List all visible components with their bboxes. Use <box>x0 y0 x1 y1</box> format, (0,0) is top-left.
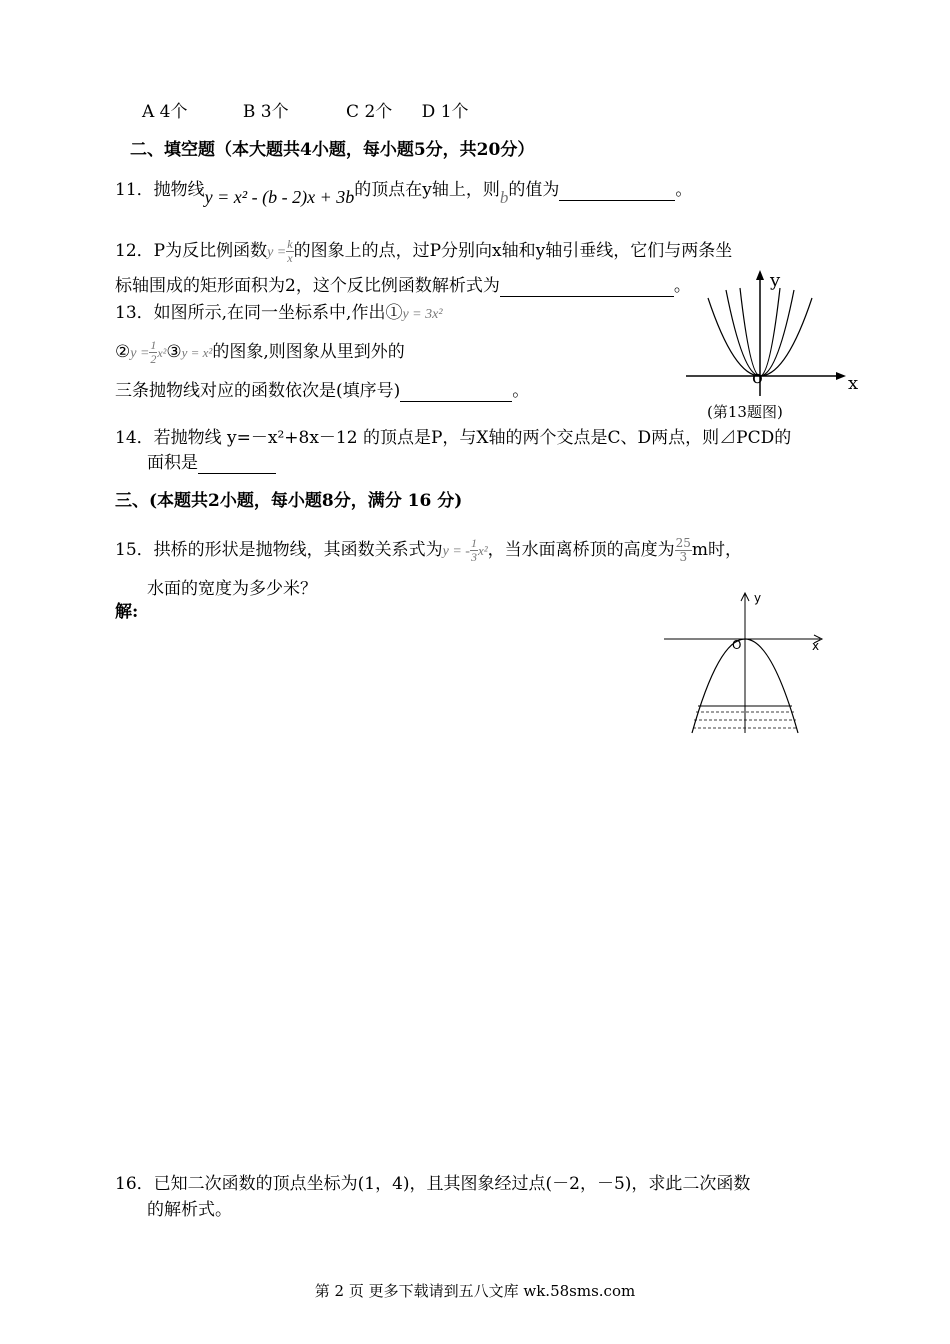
q14-line2-text: 面积是 <box>147 453 198 473</box>
q15-solve-label: 解: <box>115 602 139 622</box>
option-c: C 2个 <box>346 102 393 122</box>
q14-answer-blank[interactable] <box>198 455 276 474</box>
y-axis-arrow <box>756 270 764 280</box>
answer-options <box>142 101 469 123</box>
q13-formula-3: y = x² <box>181 345 213 360</box>
q13-formula-1: y = 3x² <box>402 307 443 322</box>
q13-line3-text: 三条抛物线对应的函数依次是(填序号) <box>115 381 401 401</box>
question-13 <box>115 302 443 326</box>
q13-fig-caption: (第13题图) <box>707 403 783 421</box>
option-a: A 4个 <box>142 102 188 122</box>
q15-fig-x-label: x <box>812 639 820 653</box>
x-axis-arrow <box>836 372 846 380</box>
question-14: 14．若抛物线 y=－x²+8x－12 的顶点是P，与X轴的两个交点是C、D两点，则⊿PCD的 <box>115 428 792 448</box>
q15-fig-y-label: y <box>754 591 762 605</box>
q15-fig-origin-label: O <box>732 638 742 652</box>
q13-formula-2-lhs: y = <box>130 346 150 361</box>
section-heading-solve: 三、(本题共2小题，每小题8分，满分 16 分) <box>115 491 463 511</box>
q11-answer-blank[interactable] <box>559 182 675 201</box>
q11-text-2: 的顶点在y轴上，则 <box>354 180 500 200</box>
question-13-line2 <box>115 339 405 366</box>
q13-fig-origin-label: o <box>752 367 763 388</box>
q11-formula: y = x² - (b - 2)x + 3b <box>204 187 355 207</box>
q15-den: 3 <box>470 550 477 564</box>
q13-answer-blank[interactable] <box>400 383 512 402</box>
question-11 <box>115 178 693 207</box>
q13-den: 2 <box>150 352 157 366</box>
q13-fig-x-label: x <box>848 373 859 394</box>
q13-text-2: 的图象,则图象从里到外的 <box>212 342 405 362</box>
option-d: D 1个 <box>421 102 469 122</box>
q15-height-den: 3 <box>679 550 688 564</box>
q15-text-2: ，当水面离桥顶的高度为 <box>487 540 675 560</box>
question-14-line2 <box>147 452 276 474</box>
q12-fraction <box>286 238 293 265</box>
q13-fig-y-label: y <box>770 270 781 291</box>
q13-text: 13．如图所示,在同一坐标系中,作出① <box>115 303 403 323</box>
q12-line2-text: 标轴围成的矩形面积为2，这个反比例函数解析式为 <box>115 276 500 296</box>
q11-var-b: b <box>499 188 509 207</box>
option-b: B 3个 <box>242 102 289 122</box>
question-13-line3 <box>115 380 529 402</box>
q12-answer-blank[interactable] <box>500 278 674 297</box>
q15-figure-arch-bridge <box>660 590 835 735</box>
q15-text-3: m时， <box>691 540 743 560</box>
question-16: 16．已知二次函数的顶点坐标为(1，4)，且其图象经过点(－2，－5)，求此二次函数 <box>115 1174 751 1194</box>
q15-formula-lhs: y = - <box>442 544 470 559</box>
q13-num: 1 <box>150 338 157 352</box>
page-footer: 第 2 页 更多下载请到五八文库 wk.58sms.com <box>314 1282 636 1300</box>
question-15-line2: 水面的宽度为多少米？ <box>147 579 317 599</box>
question-15 <box>115 537 742 564</box>
q12-end: 。 <box>673 276 691 296</box>
q15-height-fraction <box>675 537 692 564</box>
q15-fraction <box>470 537 478 564</box>
question-16-line2: 的解析式。 <box>147 1200 232 1220</box>
q12-formula-lhs: y = <box>267 245 287 260</box>
q12-num: k <box>287 237 293 251</box>
question-12 <box>115 238 732 265</box>
q12-text: 12．P为反比例函数 <box>115 241 268 261</box>
q13-end: 。 <box>512 381 530 401</box>
q13-circle-2: ② <box>115 342 131 362</box>
q15-num: 1 <box>470 536 477 550</box>
q15-formula-rhs: x² <box>477 543 488 558</box>
q13-circle-3: ③ <box>166 342 182 362</box>
q13-formula-2-rhs: x² <box>157 346 167 360</box>
q11-text-3: 的值为 <box>508 180 560 200</box>
q15-height-num: 25 <box>675 536 691 550</box>
q12-text-2: 的图象上的点，过P分别向x轴和y轴引垂线，它们与两条坐 <box>293 241 733 261</box>
q12-den: x <box>287 251 293 265</box>
q11-text: 11．抛物线 <box>115 180 205 200</box>
section-heading-fill-blank: 二、填空题（本大题共4小题，每小题5分，共20分） <box>130 140 535 160</box>
question-12-line2 <box>115 275 691 297</box>
q15-text: 15．拱桥的形状是抛物线，其函数关系式为 <box>115 540 443 560</box>
q11-end: 。 <box>675 180 693 200</box>
